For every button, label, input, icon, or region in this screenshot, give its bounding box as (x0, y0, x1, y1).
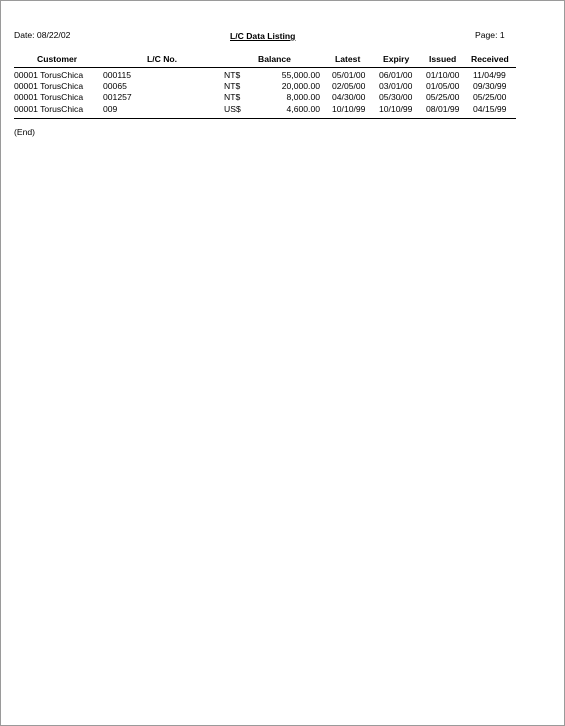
table-row (1, 70, 565, 81)
issued-cell: 08/01/99 (426, 104, 460, 114)
column-header-latest: Latest (335, 54, 361, 64)
received-cell: 04/15/99 (473, 104, 507, 114)
latest-cell: 02/05/00 (332, 81, 366, 91)
latest-cell: 10/10/99 (332, 104, 366, 114)
column-header-expiry: Expiry (383, 54, 410, 64)
expiry-cell: 06/01/00 (379, 70, 413, 80)
issued-cell: 01/05/00 (426, 81, 460, 91)
currency-cell: NT$ (224, 81, 241, 91)
column-header-customer: Customer (37, 54, 78, 64)
balance-cell: 55,000.00 (281, 70, 320, 80)
customer-cell: 00001 TorusChica (14, 104, 84, 114)
table-row (1, 81, 565, 92)
issued-cell: 01/10/00 (426, 70, 460, 80)
footer-divider (14, 118, 516, 119)
customer-cell: 00001 TorusChica (14, 70, 84, 80)
received-cell: 05/25/00 (473, 92, 507, 102)
column-header-balance: Balance (258, 54, 291, 64)
expiry-cell: 05/30/00 (379, 92, 413, 102)
header-divider (14, 67, 516, 68)
end-marker: (End) (14, 127, 36, 137)
expiry-cell: 10/10/99 (379, 104, 413, 114)
latest-cell: 04/30/00 (332, 92, 366, 102)
column-header-issued: Issued (429, 54, 457, 64)
report-title: L/C Data Listing (230, 31, 296, 41)
lc-no-cell: 000115 (103, 70, 132, 80)
page-number: Page: 1 (475, 30, 505, 40)
report-date: Date: 08/22/02 (14, 30, 71, 40)
received-cell: 11/04/99 (473, 70, 506, 80)
expiry-cell: 03/01/00 (379, 81, 413, 91)
received-cell: 09/30/99 (473, 81, 507, 91)
currency-cell: US$ (224, 104, 241, 114)
latest-cell: 05/01/00 (332, 70, 366, 80)
column-header-received: Received (471, 54, 509, 64)
currency-cell: NT$ (224, 92, 241, 102)
currency-cell: NT$ (224, 70, 241, 80)
lc-no-cell: 001257 (103, 92, 132, 102)
balance-cell: 4,600.00 (286, 104, 320, 114)
column-header-lc-no: L/C No. (147, 54, 178, 64)
customer-cell: 00001 TorusChica (14, 81, 84, 91)
table-row (1, 92, 565, 103)
balance-cell: 8,000.00 (286, 92, 320, 102)
lc-no-cell: 00065 (103, 81, 127, 91)
lc-no-cell: 009 (103, 104, 118, 114)
customer-cell: 00001 TorusChica (14, 92, 84, 102)
issued-cell: 05/25/00 (426, 92, 460, 102)
table-row (1, 104, 565, 115)
balance-cell: 20,000.00 (281, 81, 320, 91)
